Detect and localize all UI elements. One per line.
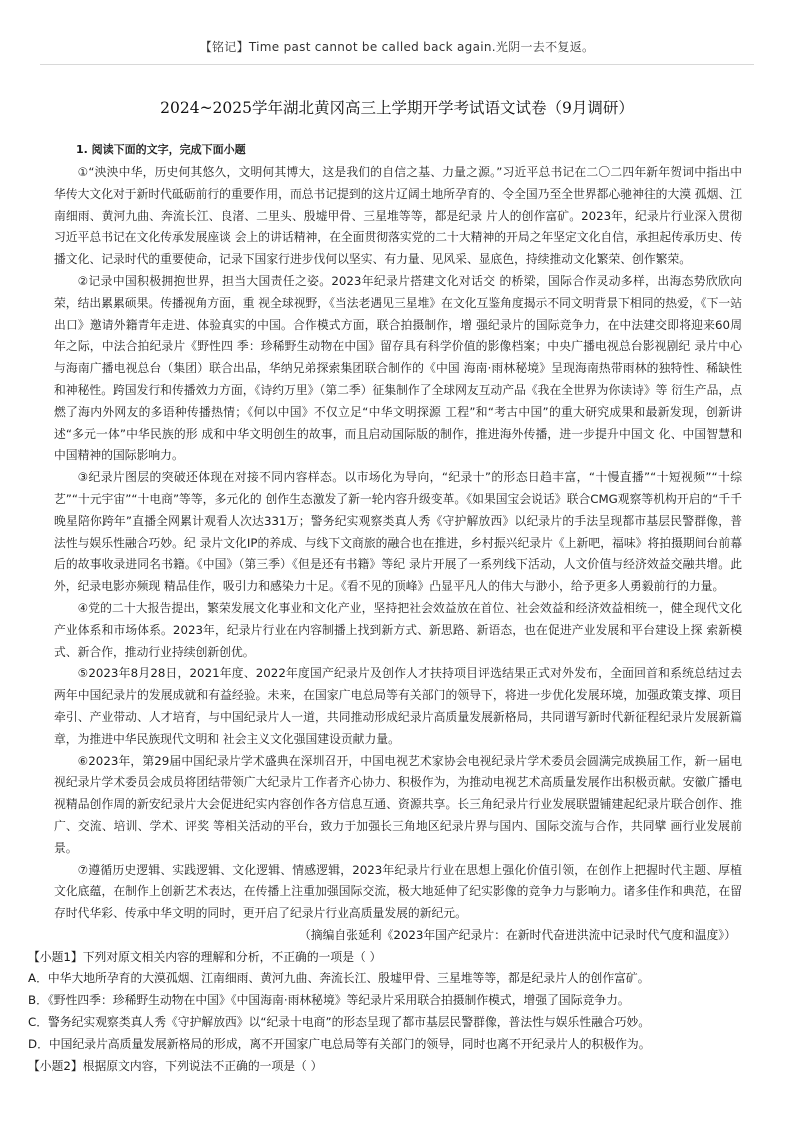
page-title: 2024~2025学年湖北黄冈高三上学期开学考试语文试卷（9月调研） [160,99,634,117]
header-divider [40,64,754,65]
sub-question-1: 【小题1】下列对原文相关内容的理解和分析，不正确的一项是（ ） [28,949,382,964]
source-citation: （摘编自张延利《2023年国产纪录片：在新时代奋进洪流中记录时代气度和温度》） [298,927,736,942]
paragraph-3: ③纪录片图层的突破还体现在对接不同内容样态。以市场化为导向，“纪录十”的形态日趋丰富，“十慢直播”“十短视频”“十综艺”“十元宇宙”“十电商”等等，多元化的 创作生态激发了新一轮内容升级变革。《如果国宝会说话》联合CMG观察等机构开启的“千千晚星陪你跨年”直播全网累计观看人次达331万；警务纪实观察类真人秀《守护解放西》以纪录片的手法呈现都市基层民警群像，普法性与娱乐性融合巧妙。纪 录片文化IP的养成、与线下文商旅的融合也在推进，乡村振兴纪录片《上新吧，福味》将拍摄期间台前幕后的故事收录进同名书籍。《中国》（第三季）《但是还有书籍》等纪 录片开展了一系列线下活动，人文价值与经济效益交融共增。此外，纪录电影亦频现 精品佳作，吸引力和感染力十足。《看不见的顶峰》凸显平凡人的伟大与渺小，给予更多人勇毅前行的力量。 [54,470,742,594]
option-d: D．中国纪录片高质量发展新格局的形成，离不开国家广电总局等有关部门的领导，同时也离不开纪录片人的积极作为。 [28,1036,651,1051]
paragraph-4: ④党的二十大报告提出，繁荣发展文化事业和文化产业，坚持把社会效益放在首位、社会效益和经济效益相统一，健全现代文化产业体系和市场体系。2023年，纪录片行业在内容制播上找到新方式、新思路、新语态，也在促进产业发展和平台建设上探 索新模式、新合作，推动行业持续创新创优。 [54,600,742,659]
paragraph-7: ⑦遵循历史逻辑、实践逻辑、文化逻辑、情感逻辑，2023年纪录片行业在思想上强化价值引领，在创作上把握时代主题、厚植文化底蕴，在制作上创新艺术表达，在传播上注重加强国际交流，极大地延伸了纪实影像的竞争力与影响力。诸多佳作和典范，在留存时代华彩、传承中华文明的同时，更开启了纪录片行业高质量发展的新纪元。 [54,862,742,921]
option-b: B．《野性四季：珍稀野生动物在中国》《中国海南·雨林秘境》等纪录片采用联合拍摄制作模式，增强了国际竞争力。 [28,993,630,1008]
paragraph-5: ⑤2023年8月28日，2021年度、2022年度国产纪录片及创作人才扶持项目评选结果正式对外发布，全面回首和系统总结过去两年中国纪录片的发展成就和有益经验。未来，在国家广电总局等有关部门的领导下，将进一步优化发展环境，加强政策支撑、项目牵引、产业带动、人才培育，与中国纪录片人一道，共同推动形成纪录片高质量发展新格局，共同谱写新时代新征程纪录片发展新篇章，为推进中华民族现代文明和 社会主义文化强国建设贡献力量。 [54,666,742,746]
paragraph-6: ⑥2023年，第29届中国纪录片学术盛典在深圳召开，中国电视艺术家协会电视纪录片学术委员会圆满完成换届工作，新一届电视纪录片学术委员会成员将团结带领广大纪录片工作者齐心协力、积极作为，为推动电视艺术高质量发展作出积极贡献。安徽广播电视精品创作周的新安纪录片大会促进纪实内容创作各方信息互通、资源共享。长三角纪录片行业发展联盟铺建起纪录片联合创作、推广、交流、培训、学术、评奖 等相关活动的平台，致力于加强长三角地区纪录片界与国内、国际交流与合作，共同擘 画行业发展前景。 [54,753,742,855]
option-a: A．中华大地所孕育的大漠孤烟、江南细雨、黄河九曲、奔流长江、殷墟甲骨、三星堆等等，都是纪录片人的创作富矿。 [28,971,650,986]
option-c: C．警务纪实观察类真人秀《守护解放西》以“纪录十电商”的形态呈现了都市基层民警群像，普法性与娱乐性融合巧妙。 [28,1015,651,1030]
question-content [28,142,742,1077]
paragraph-1: ①“泱泱中华，历史何其悠久，文明何其博大，这是我们的自信之基、力量之源。”习近平总书记在二〇二四年新年贺词中指出中华传大文化对于新时代砥砺前行的重要作用，而总书记提到的这片辽阔土地所孕育的、令全国乃至全世界都心驰神往的大漠 孤烟、江南细雨、黄河九曲、奔流长江、良渚、二里头、殷墟甲骨、三星堆等等，都是纪录 片人的创作富矿。2023年，纪录片行业深入贯彻习近平总书记在文化传承发展座谈 会上的讲话精神，在全面贯彻落实党的二十大精神的开局之年坚定文化自信，承担起传承历史、传播文化、记录时代的重要使命，记录下国家行进步伐何以坚实、有力量、见风采、显底色，持续推动文化繁荣、创作繁荣。 [54,165,742,267]
header-motto: 【铭记】Time past cannot be called back again.光阴一去不复返。 [199,40,595,54]
paragraph-2: ②记录中国积极拥抱世界，担当大国责任之姿。2023年纪录片搭建文化对话交 的桥梁，国际合作灵动多样，出海态势欣欣向荣，结出累累硕果。传播视角方面，重 视全球视野，《当法老遇见三星堆》在文化互鉴角度揭示不同文明背景下相同的热爱，《下一站出口》邀请外籍青年走进、体验真实的中国。合作模式方面，联合拍摄制作，增 强纪录片的国际竞争力，在中法建交即将迎来60周年之际，中法合拍纪录片《野性四 季：珍稀野生动物在中国》留存具有科学价值的影像档案；中央广播电视总台影视剧纪 录片中心与海南广播电视总台（集团）联合出品，华纳兄弟探索集团联合制作的《中国 海南·雨林秘境》呈现海南热带雨林的独特性、稀缺性和神秘性。跨国发行和传播效力方面，《诗约万里》（第二季）征集制作了全球网友互动产品《我在全世界为你读诗》等 衍生产品，点燃了海内外网友的多语种传播热情；《何以中国》不仅立足“中华文明探源 工程”和“考古中国”的重大研究成果和最新发现，创新讲述“多元一体”中华民族的形 成和中华文明创生的故事，而且启动国际版的制作，推进海外传播，进一步提升中国文 化、中国智慧和中国精神的国际影响力。 [54,273,742,463]
sub-question-2: 【小题2】根据原文内容，下列说法不正确的一项是（ ） [28,1058,323,1073]
question-heading: 1. 阅读下面的文字，完成下面小题 [76,143,246,156]
